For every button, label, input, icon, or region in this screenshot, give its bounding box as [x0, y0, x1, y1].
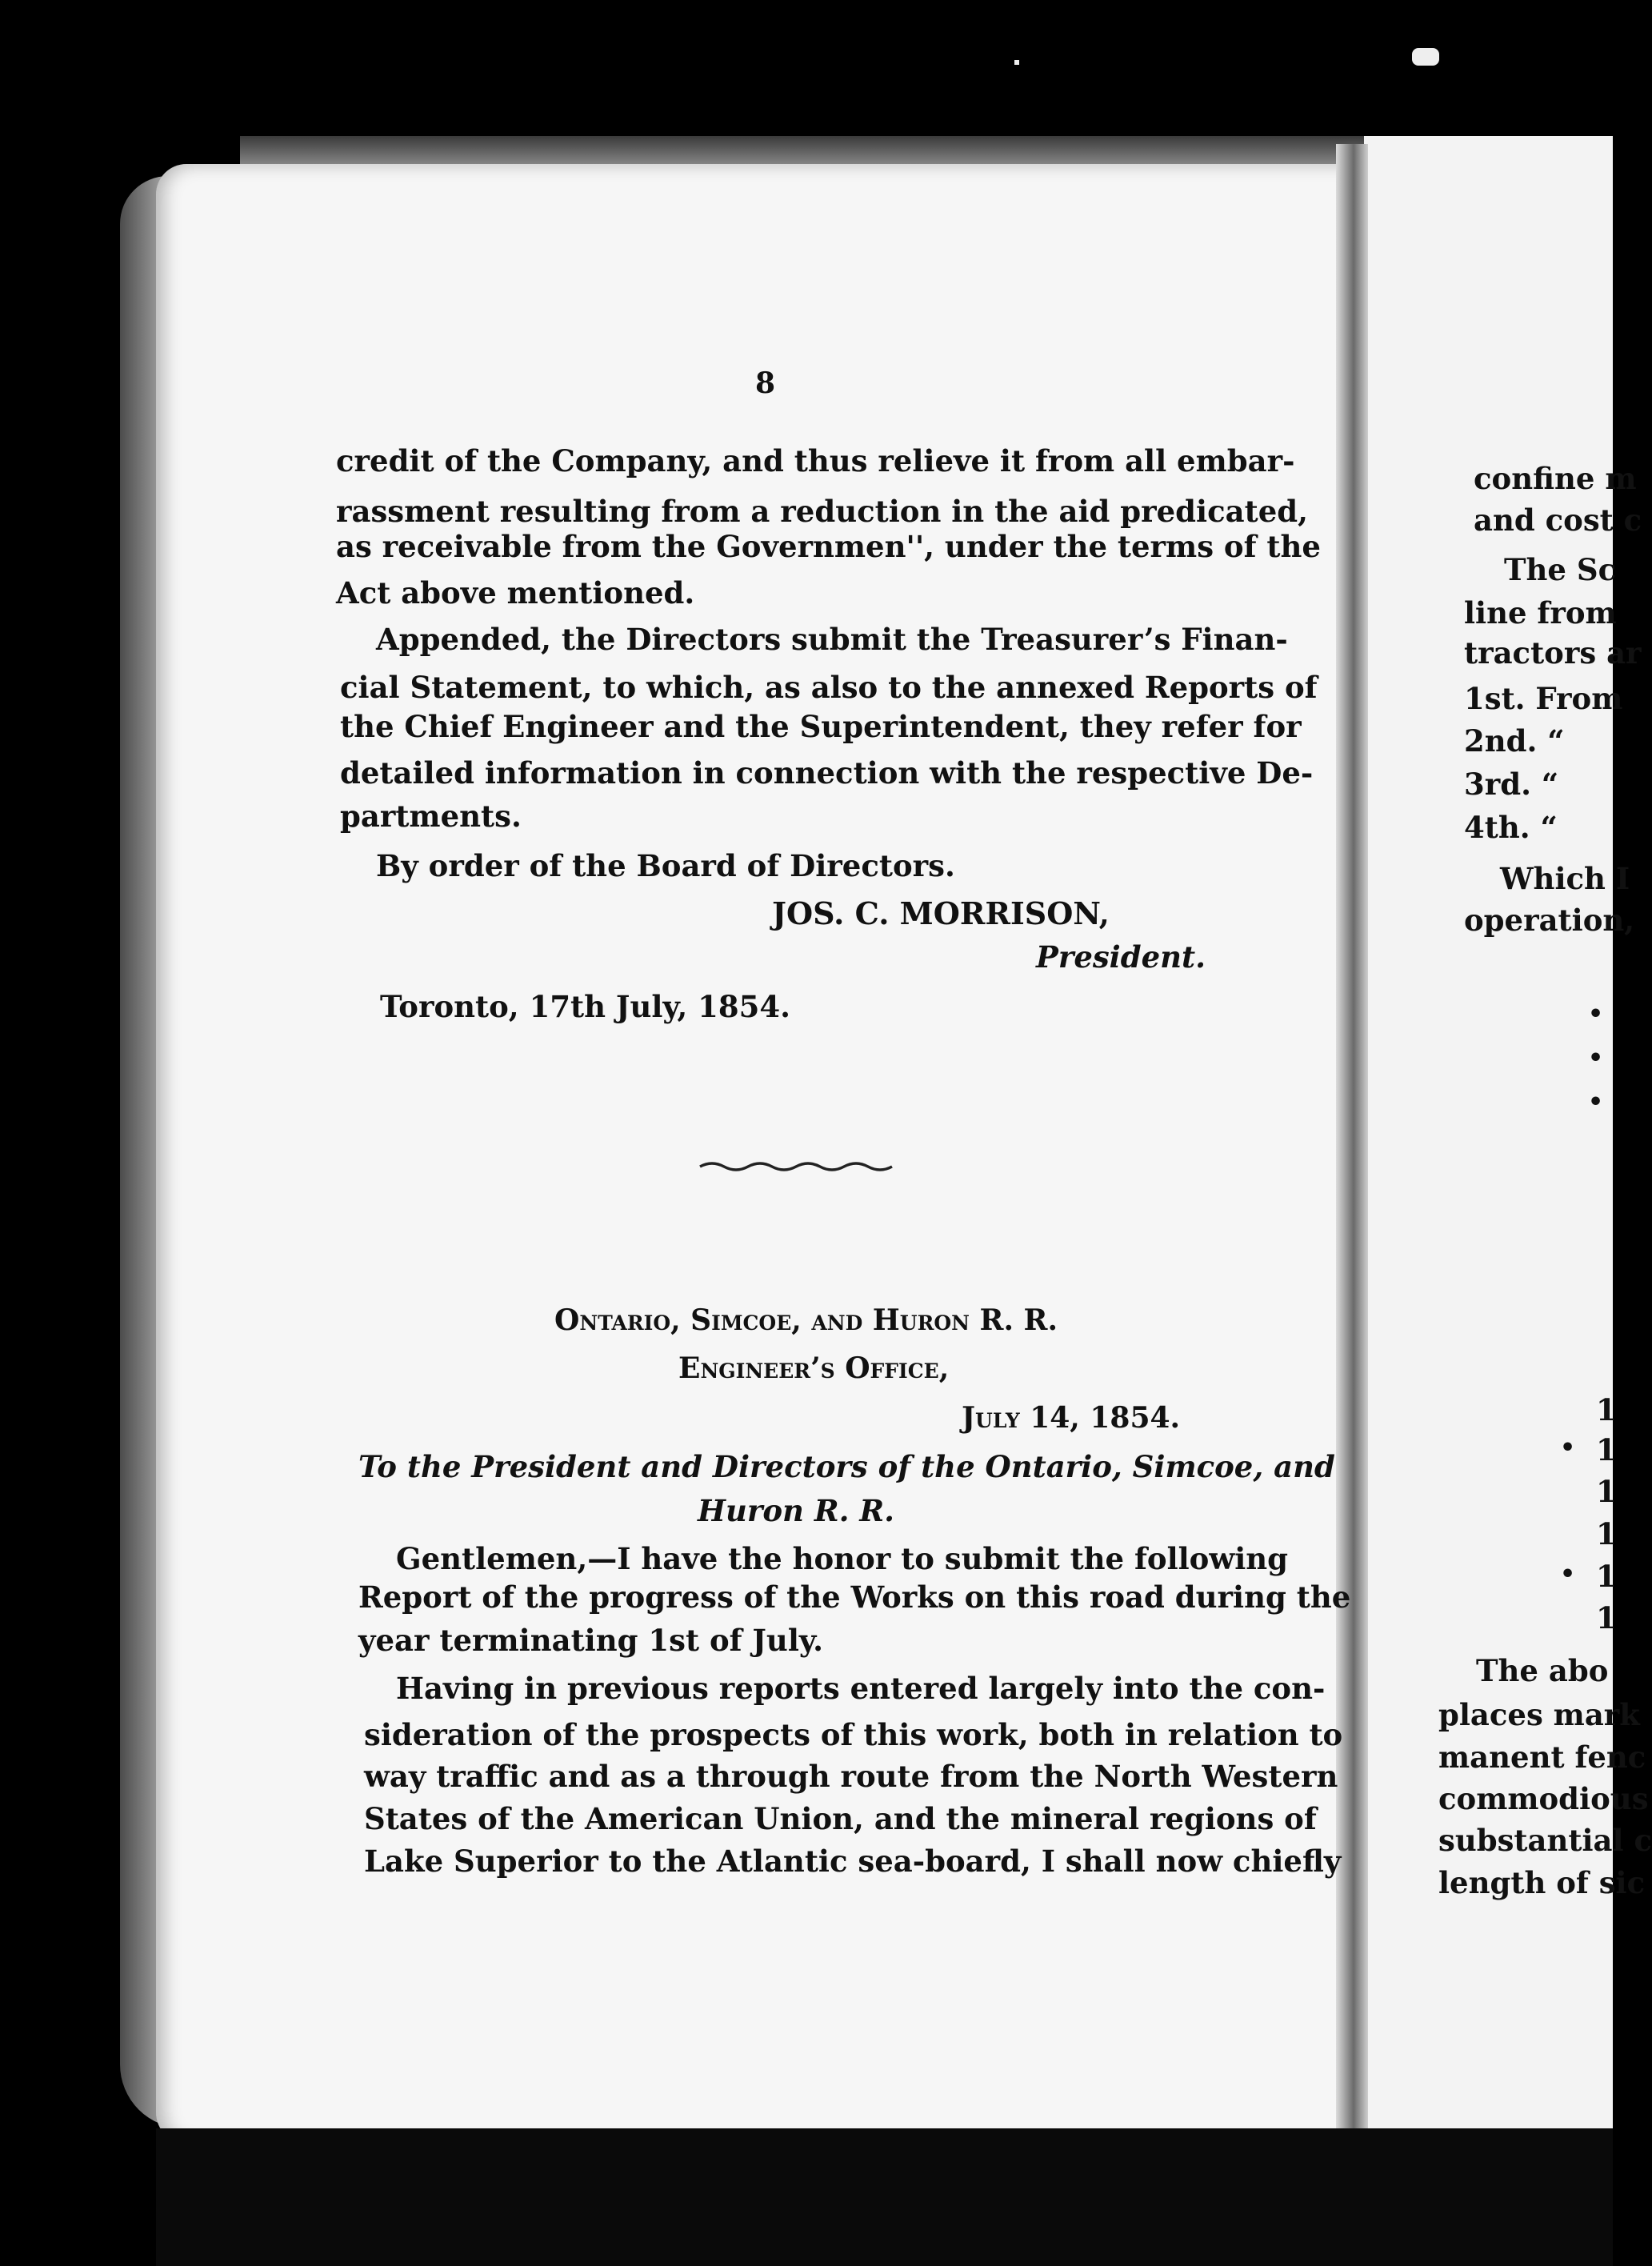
- text-line: partments.: [340, 799, 522, 834]
- text-line: Lake Superior to the Atlantic sea-board, I shall now chiefly: [364, 1844, 1342, 1879]
- bullet-mark: •: [1588, 1000, 1604, 1028]
- signatory-name: JOS. C. MORRISON,: [772, 895, 1110, 931]
- bullet-mark: •: [1588, 1044, 1604, 1072]
- text-line: as receivable from the Governmen'', under the terms of the: [336, 529, 1321, 564]
- report-date: July 14, 1854.: [962, 1401, 1181, 1435]
- text-line: substantial c: [1438, 1823, 1652, 1858]
- text-line: confine m: [1474, 461, 1637, 496]
- text-line: cial Statement, to which, as also to the annexed Reports of: [340, 670, 1318, 705]
- table-number: 1: [1596, 1516, 1617, 1551]
- table-number: 1: [1596, 1559, 1617, 1594]
- office-heading: Engineer’s Office,: [678, 1351, 950, 1385]
- by-order-line: By order of the Board of Directors.: [376, 848, 955, 883]
- text-line: year terminating 1st of July.: [358, 1623, 824, 1658]
- text-line: 4th. “: [1464, 810, 1558, 845]
- page-number: 8: [755, 366, 776, 400]
- text-line: manent fenc: [1438, 1740, 1646, 1775]
- dust-speck: [1014, 60, 1019, 65]
- text-line: 3rd. “: [1464, 767, 1559, 802]
- text-line: States of the American Union, and the mineral regions of: [364, 1801, 1317, 1836]
- table-number: 1: [1596, 1392, 1617, 1427]
- text-line: way traffic and as a through route from the North Western: [364, 1759, 1338, 1794]
- text-line: Appended, the Directors submit the Treasurer’s Finan-: [376, 622, 1288, 657]
- text-line: 2nd. “: [1464, 723, 1565, 759]
- bullet-mark: •: [1588, 1088, 1604, 1116]
- text-line: length of sic: [1438, 1865, 1646, 1900]
- text-line: Report of the progress of the Works on this road during the: [358, 1579, 1351, 1615]
- text-line: places mark: [1438, 1697, 1640, 1732]
- report-heading: Ontario, Simcoe, and Huron R. R.: [554, 1303, 1058, 1337]
- address-line: Huron R. R.: [698, 1493, 894, 1528]
- text-line: commodious: [1438, 1781, 1649, 1816]
- book-gutter: [1336, 144, 1368, 2200]
- bullet-mark: •: [1560, 1560, 1576, 1588]
- bullet-mark: •: [1560, 1434, 1576, 1462]
- text-line: Act above mentioned.: [336, 575, 695, 611]
- text-line: rassment resulting from a reduction in the aid predicated,: [336, 494, 1308, 529]
- text-line: sideration of the prospects of this work, both in relation to: [364, 1717, 1343, 1752]
- signatory-title: President.: [1036, 939, 1206, 975]
- text-line: credit of the Company, and thus relieve it from all embar-: [336, 443, 1295, 478]
- text-line: detailed information in connection with the respective De-: [340, 755, 1314, 791]
- text-line: 1st. From: [1464, 681, 1623, 716]
- dateline: Toronto, 17th July, 1854.: [380, 989, 790, 1024]
- text-line: The Sc: [1504, 552, 1617, 587]
- text-line: Which I: [1500, 861, 1630, 896]
- text-line: line from: [1464, 595, 1617, 631]
- text-line: tractors ar: [1464, 635, 1642, 671]
- table-number: 1: [1596, 1474, 1617, 1509]
- text-line: Having in previous reports entered largely into the con-: [396, 1671, 1326, 1706]
- bottom-shadow: [156, 2128, 1613, 2266]
- table-number: 1: [1596, 1432, 1617, 1467]
- text-line: Gentlemen,—I have the honor to submit the following: [396, 1541, 1289, 1576]
- dust-speck: [1412, 48, 1439, 66]
- table-number: 1: [1596, 1600, 1617, 1635]
- text-line: The abo: [1476, 1653, 1609, 1688]
- text-line: the Chief Engineer and the Superintendent, they refer for: [340, 709, 1302, 744]
- text-line: and cost c: [1474, 502, 1642, 538]
- address-line: To the President and Directors of the Ontario, Simcoe, and: [358, 1449, 1335, 1484]
- text-line: operation,: [1464, 903, 1635, 938]
- decorative-rule: [696, 1152, 896, 1176]
